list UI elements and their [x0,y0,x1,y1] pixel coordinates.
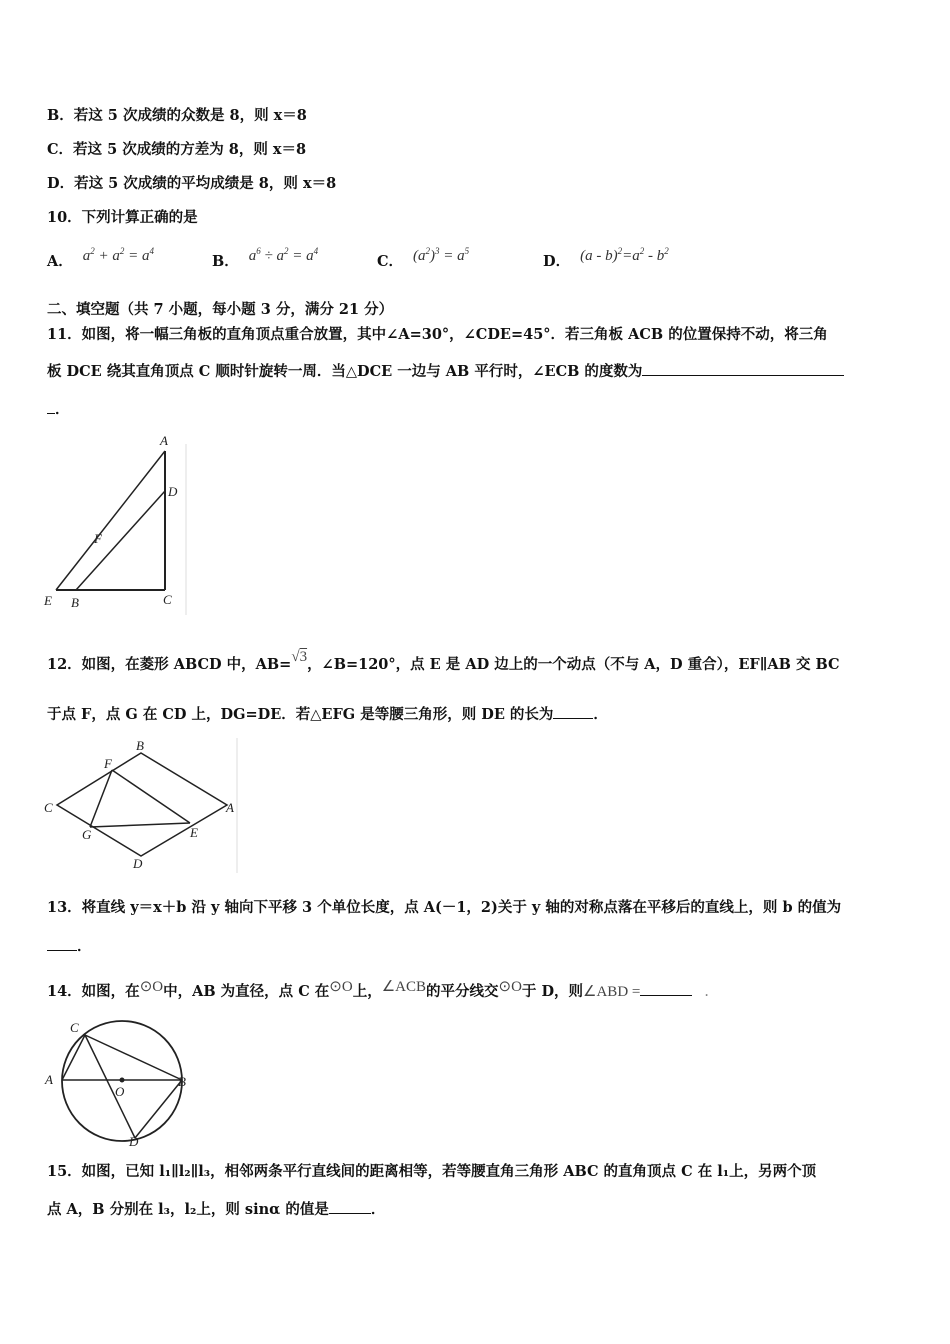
q14-answer-blank [640,981,692,996]
q14-text-5: 于 D，则 [521,983,584,1000]
q11-label-d: D [168,484,178,499]
q12-label-g: G [82,827,92,842]
q10-b-label: B． [212,253,239,270]
section-2-heading: 二、填空题（共 7 小题，每小题 3 分，满分 21 分） [47,301,394,318]
q12-line1 [47,649,840,674]
q12-text-c: 于点 F，点 G 在 CD 上，DG=DE．若△EFG 是等腰三角形，则 DE 的长为 [47,706,554,723]
q13-line1: 13．将直线 y＝x＋b 沿 y 轴向下平移 3 个单位长度，点 A(－1，2)关于 y 轴的对称点落在平移后的直线上，则 b 的值为 [47,899,842,916]
q11-line3 [47,398,70,419]
q9-option-c: C．若这 5 次成绩的方差为 8，则 x＝8 [47,141,307,158]
q11-label-e: E [44,593,52,608]
q10-stem: 10．下列计算正确的是 [47,209,198,226]
q12-sqrt-value: 3 [299,649,308,665]
q14-text-4: 的平分线交 [426,983,499,1000]
q12-end: ． [593,706,608,723]
q14-text-1: 14．如图，在 [47,983,140,1000]
q12-label-f: F [104,756,112,771]
q14-circle-o-1: ⊙O [139,979,164,995]
q12-rhombus-figure [40,738,242,873]
q11-end: ． [55,401,70,418]
q14-circle-figure [40,1018,195,1150]
q14-circle-o-2: ⊙O [329,979,353,995]
q11-line1: 11．如图，将一幅三角板的直角顶点重合放置，其中∠A=30°，∠CDE=45°．若三角板 ACB 的位置保持不动，将三角 [47,326,828,343]
q12-label-d: D [133,856,143,871]
q11-triangle-figure [40,430,200,615]
q14-line [47,980,719,1001]
q9-option-b: B．若这 5 次成绩的众数是 8，则 x＝8 [47,107,307,124]
q14-end: ． [704,984,719,1000]
q10-c-formula: $(a^2)^3 = a^5$ [413,246,470,264]
q11-text: 板 DCE 绕其直角顶点 C 顺时针旋转一周．当△DCE 一边与 AB 平行时，∠ECB 的度数为 [47,363,643,380]
q12-label-c: C [44,800,53,815]
q14-label-o: O [115,1084,125,1099]
q10-option-a [47,246,155,271]
q12-answer-blank [553,704,593,719]
q10-option-b [212,246,319,271]
q10-b-formula: $a^6 \div a^2 = a^4$ [248,246,319,264]
q11-label-c: C [163,592,172,607]
q12-label-b: B [136,738,144,753]
q11-line2 [47,360,844,381]
q15-end: ． [370,1201,386,1218]
q11-label-b: B [71,595,79,610]
q13-answer-blank [47,936,77,951]
q11-answer-blank [642,361,844,376]
q14-label-d: D [129,1134,139,1149]
q12-line2 [47,703,608,724]
q11-answer-blank-cont [47,399,55,414]
q14-angle-acb: ∠ACB [381,979,426,995]
q15-text: 点 A，B 分别在 l₃，l₂上，则 sinα 的值是 [47,1201,329,1218]
q9-option-d: D．若这 5 次成绩的平均成绩是 8，则 x＝8 [47,175,337,192]
q15-line2 [47,1198,385,1219]
q10-c-label: C． [377,253,404,270]
q14-circle-o-3: ⊙O [498,979,522,995]
q15-answer-blank [329,1199,371,1214]
q10-a-formula: $a^2 + a^2 = a^4$ [82,246,155,264]
q14-angle-abd: ∠ABD = [583,984,641,1000]
q12-label-e: E [190,825,198,840]
q14-label-c: C [70,1020,79,1035]
q12-text-b: ，∠B=120°，点 E 是 AD 边上的一个动点（不与 A，D 重合），EF∥AB 交 BC [307,656,840,673]
q12-label-a: A [226,800,234,815]
q14-label-b: B [178,1074,186,1089]
q10-a-label: A． [47,253,73,270]
q10-d-label: D． [543,253,571,270]
q14-label-a: A [45,1072,53,1087]
q10-option-c [377,246,470,271]
q12-text-a: 12．如图，在菱形 ABCD 中，AB= [47,656,292,673]
q13-line2 [47,935,92,956]
q11-label-f: F [94,531,102,546]
q14-text-2: 中，AB 为直径，点 C 在 [163,983,330,1000]
q15-line1: 15．如图，已知 l₁∥l₂∥l₃，相邻两条平行直线间的距离相等，若等腰直角三角形 ABC 的直角顶点 C 在 l₁上，另两个顶 [47,1163,817,1180]
q12-sqrt: √3 [291,649,308,665]
q10-d-formula: $(a - b)^2=a^2 - b^2$ [580,246,669,264]
q14-text-3: 上， [352,983,382,1000]
q13-end: ． [77,938,92,955]
q11-label-a: A [160,433,168,448]
q10-option-d [543,246,669,271]
